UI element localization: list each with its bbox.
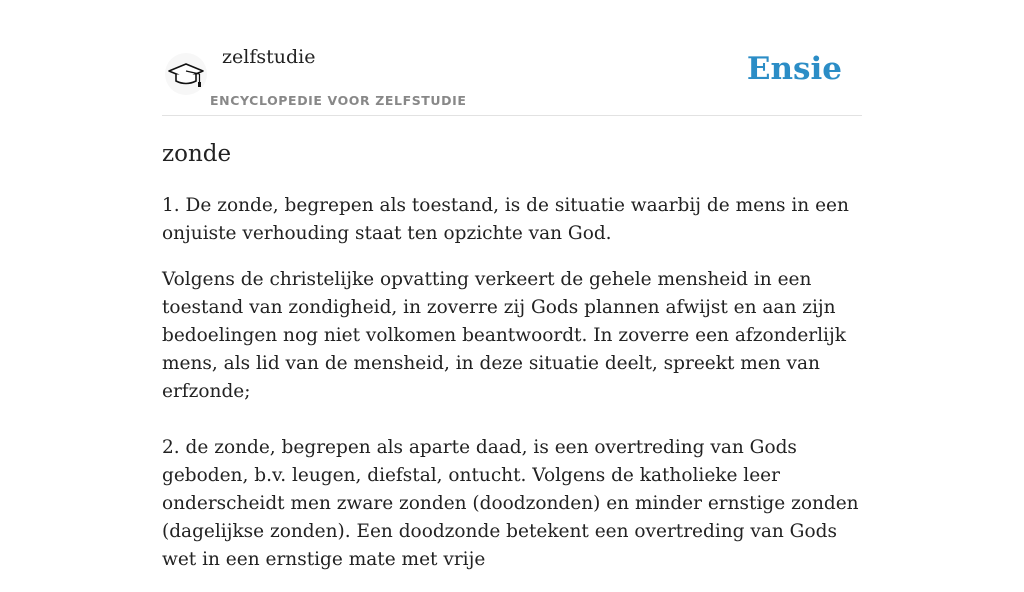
- paragraph-spacer: [162, 424, 868, 434]
- site-header: [162, 40, 862, 116]
- entry-paragraph: Volgens de christelijke opvatting verkeert de gehele mensheid in een toestand van zondigheid, in zoverre zij Gods plannen afwijst en aan zijn bedoelingen nog niet volkomen beantwoordt. In zoverre een afzonderlijk mens, als lid van de mensheid, in deze situatie deelt, spreekt men van erfzonde;: [162, 269, 846, 402]
- entry-title: zonde: [162, 141, 232, 167]
- site-subtitle: ENCYCLOPEDIE VOOR ZELFSTUDIE: [210, 93, 467, 108]
- graduation-cap-icon[interactable]: [164, 52, 208, 96]
- ensie-logo-link[interactable]: Ensie: [746, 51, 842, 87]
- site-name[interactable]: zelfstudie: [222, 46, 316, 68]
- entry-content: [162, 138, 868, 592]
- entry-paragraph: 2. de zonde, begrepen als aparte daad, is een overtreding van Gods geboden, b.v. leugen, diefstal, ontucht. Volgens de katholieke leer onderscheidt men zware zonden (doodzonden) en minder ernstige zonden (dagelijkse zonden). Een doodzonde betekent een overtreding van Gods wet in een ernstige mate met vrije: [162, 437, 859, 570]
- entry-paragraph: 1. De zonde, begrepen als toestand, is de situatie waarbij de mens in een onjuiste verhouding staat ten opzichte van God.: [162, 195, 849, 244]
